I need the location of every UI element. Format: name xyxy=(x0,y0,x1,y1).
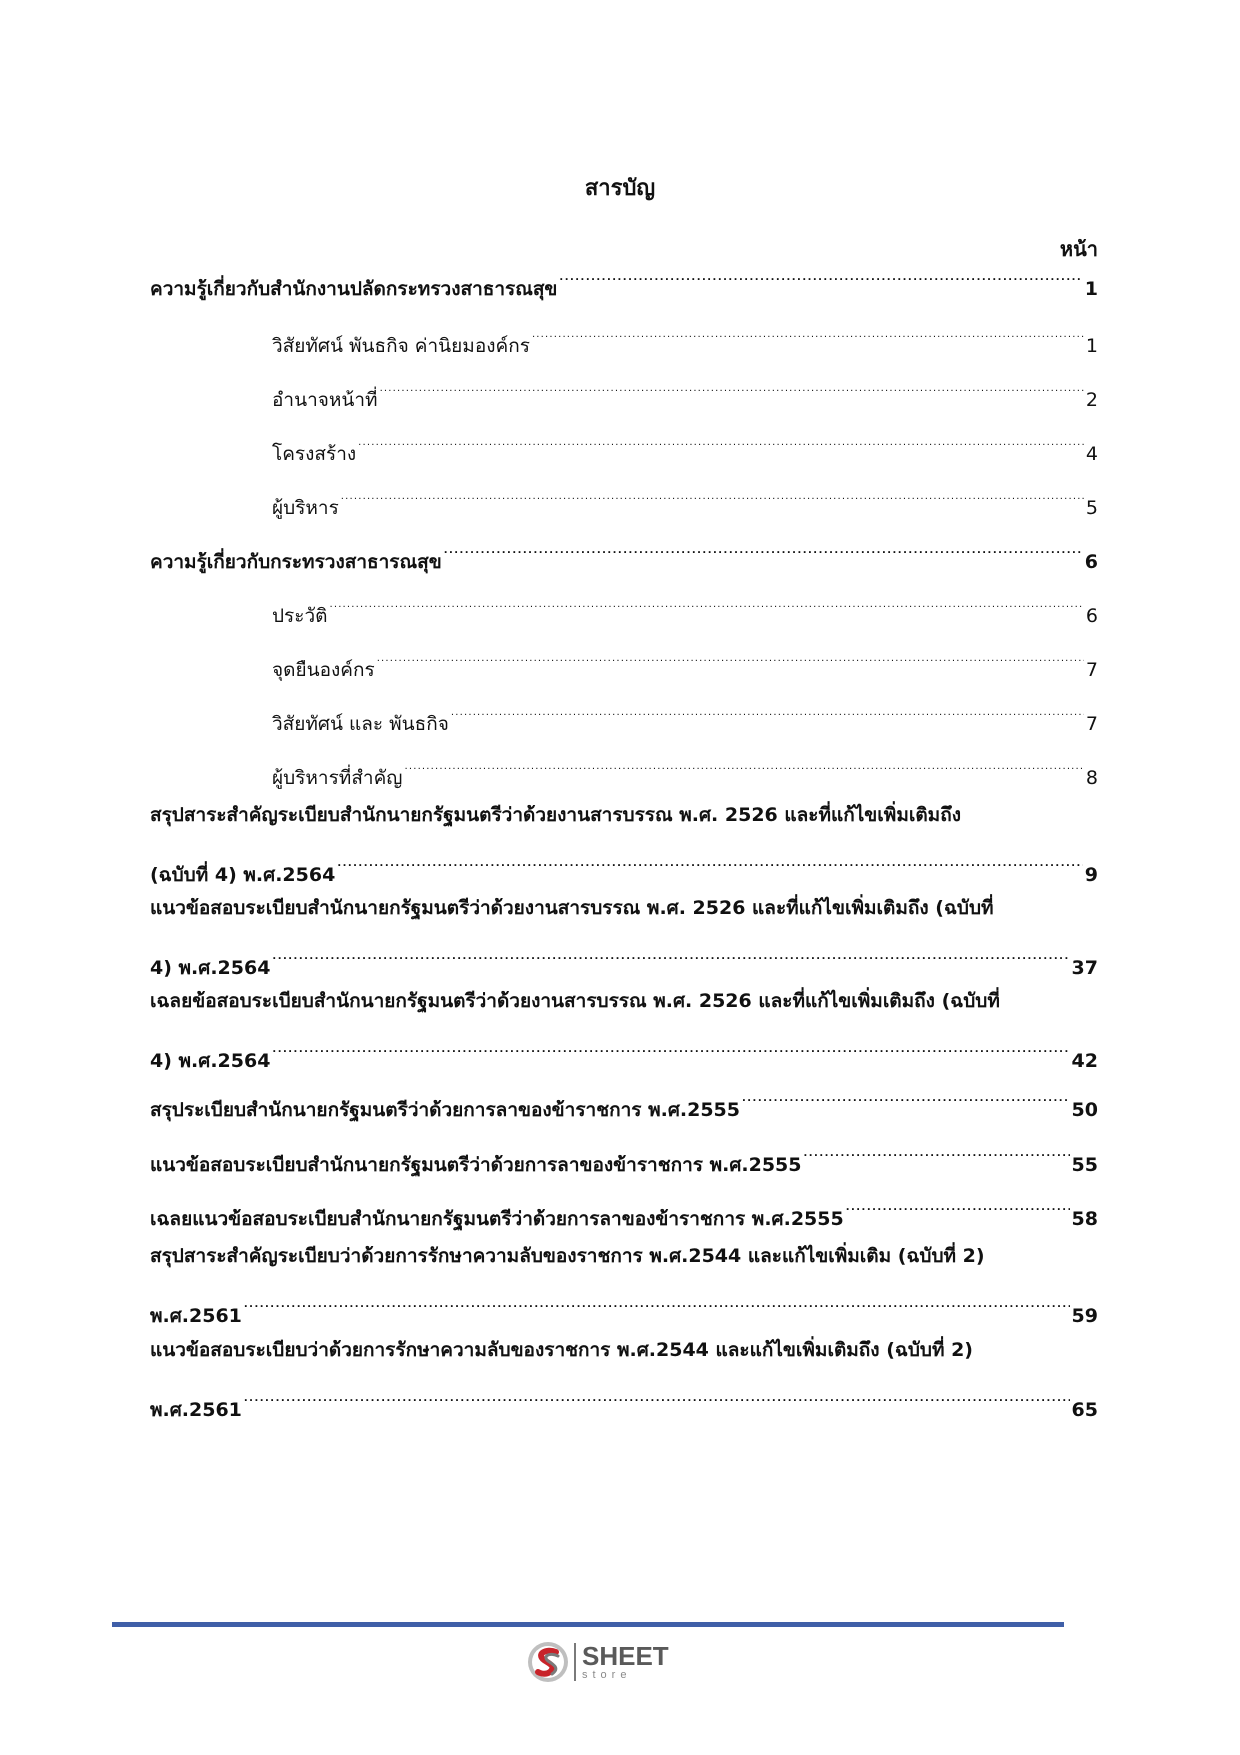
dot-leader xyxy=(329,578,1083,622)
toc-entry-title: โครงสร้าง xyxy=(272,443,357,465)
toc-page-number: 7 xyxy=(1085,713,1098,735)
dot-leader xyxy=(272,1023,1069,1067)
toc-entry[interactable] xyxy=(272,632,1098,681)
logo-subtitle: store xyxy=(582,1669,632,1681)
page-column-label: หน้า xyxy=(1059,237,1098,261)
toc-entry-title: สรุปสาระสำคัญระเบียบว่าด้วยการรักษาความลับของราชการ พ.ศ.2544 และแก้ไขเพิ่มเติม (ฉบับที่ 2) xyxy=(150,1245,985,1267)
toc-page-number: 1 xyxy=(1084,278,1098,300)
dot-leader xyxy=(444,524,1083,568)
dot-leader xyxy=(380,362,1084,406)
dot-leader xyxy=(846,1181,1070,1225)
toc-entry-title: วิสัยทัศน์ และ พันธกิจ xyxy=(272,713,449,735)
toc-entry[interactable] xyxy=(150,251,1098,300)
dot-leader xyxy=(244,1278,1070,1322)
toc-entry-title: อำนาจหน้าที่ xyxy=(272,389,378,411)
toc-entry-title: ผู้บริหารที่สำคัญ xyxy=(272,767,403,789)
toc-entry[interactable] xyxy=(272,308,1098,357)
dot-leader xyxy=(405,740,1084,784)
toc-entry[interactable] xyxy=(150,524,1098,573)
toc-entry[interactable] xyxy=(150,1072,1098,1121)
dot-leader xyxy=(532,308,1084,352)
toc-entry[interactable] xyxy=(150,979,1098,1072)
dot-leader xyxy=(804,1127,1070,1171)
toc-entry[interactable] xyxy=(150,1127,1098,1176)
toc-entry[interactable] xyxy=(150,793,1098,886)
toc-entry[interactable] xyxy=(272,362,1098,411)
toc-page-number: 9 xyxy=(1084,864,1098,886)
toc-entry-title: 4) พ.ศ.2564 xyxy=(150,957,271,979)
footer-divider xyxy=(112,1622,1064,1627)
toc-page-number: 1 xyxy=(1085,335,1098,357)
toc-page-number: 8 xyxy=(1085,767,1098,789)
toc-entry-title: แนวข้อสอบระเบียบสำนักนายกรัฐมนตรีว่าด้วยการลาของข้าราชการ พ.ศ.2555 xyxy=(150,1154,802,1176)
toc-entry-title: ประวัติ xyxy=(272,605,328,627)
toc-entry-title: พ.ศ.2561 xyxy=(150,1399,242,1421)
toc-entry[interactable] xyxy=(272,470,1098,519)
toc-page-number: 37 xyxy=(1071,957,1098,979)
toc-entry[interactable] xyxy=(150,1234,1098,1327)
dot-leader xyxy=(451,686,1084,730)
toc-entry[interactable] xyxy=(272,416,1098,465)
toc-entry-title: พ.ศ.2561 xyxy=(150,1305,242,1327)
toc-page-number: 50 xyxy=(1071,1099,1098,1121)
logo-separator xyxy=(574,1643,576,1681)
toc-entry[interactable] xyxy=(272,740,1098,789)
toc-entry-title: (ฉบับที่ 4) พ.ศ.2564 xyxy=(150,864,336,886)
dot-leader xyxy=(358,416,1084,460)
toc-entry[interactable] xyxy=(150,886,1098,979)
toc-page-number: 4 xyxy=(1085,443,1098,465)
toc-entry-title: 4) พ.ศ.2564 xyxy=(150,1050,271,1072)
toc-page-number: 2 xyxy=(1085,389,1098,411)
toc-entry-title: ความรู้เกี่ยวกับกระทรวงสาธารณสุข xyxy=(150,551,442,573)
toc-page-number: 7 xyxy=(1085,659,1098,681)
toc-entry[interactable] xyxy=(150,1328,1098,1421)
toc-entry-title: เฉลยข้อสอบระเบียบสำนักนายกรัฐมนตรีว่าด้วยงานสารบรรณ พ.ศ. 2526 และที่แก้ไขเพิ่มเติมถึง (ฉบับที่ xyxy=(150,990,1000,1012)
toc-entry-title: แนวข้อสอบระเบียบว่าด้วยการรักษาความลับของราชการ พ.ศ.2544 และแก้ไขเพิ่มเติมถึง (ฉบับที่ 2) xyxy=(150,1339,973,1361)
toc-entry-title: วิสัยทัศน์ พันธกิจ ค่านิยมองค์กร xyxy=(272,335,530,357)
dot-leader xyxy=(377,632,1084,676)
toc-page-number: 42 xyxy=(1071,1050,1098,1072)
toc-page-number: 6 xyxy=(1084,551,1098,573)
footer-logo xyxy=(526,1640,669,1684)
dot-leader xyxy=(272,930,1069,974)
toc-entry-title: เฉลยแนวข้อสอบระเบียบสำนักนายกรัฐมนตรีว่าด้วยการลาของข้าราชการ พ.ศ.2555 xyxy=(150,1208,844,1230)
dot-leader xyxy=(742,1072,1070,1116)
toc-page-number: 55 xyxy=(1071,1154,1098,1176)
toc-entry[interactable] xyxy=(272,578,1098,627)
dot-leader xyxy=(559,251,1082,295)
toc-page-number: 6 xyxy=(1085,605,1098,627)
toc-entry-title: สรุปสาระสำคัญระเบียบสำนักนายกรัฐมนตรีว่าด้วยงานสารบรรณ พ.ศ. 2526 และที่แก้ไขเพิ่มเติมถึง xyxy=(150,804,961,826)
sheet-store-logo-icon xyxy=(526,1640,570,1684)
toc-page-number: 65 xyxy=(1071,1399,1098,1421)
toc-entry-title: ความรู้เกี่ยวกับสำนักงานปลัดกระทรวงสาธารณสุข xyxy=(150,278,558,300)
page-title: สารบัญ xyxy=(584,176,656,201)
dot-leader xyxy=(244,1372,1070,1416)
toc-entry[interactable] xyxy=(272,686,1098,735)
dot-leader xyxy=(337,837,1082,881)
toc-entry-title: จุดยืนองค์กร xyxy=(272,659,375,681)
toc-entry-title: แนวข้อสอบระเบียบสำนักนายกรัฐมนตรีว่าด้วยงานสารบรรณ พ.ศ. 2526 และที่แก้ไขเพิ่มเติมถึง (ฉบับที่ xyxy=(150,897,994,919)
toc-page-number: 59 xyxy=(1071,1305,1098,1327)
toc-entry[interactable] xyxy=(150,1181,1098,1230)
toc-page-number: 5 xyxy=(1085,497,1098,519)
toc-entry-title: สรุประเบียบสำนักนายกรัฐมนตรีว่าด้วยการลาของข้าราชการ พ.ศ.2555 xyxy=(150,1099,740,1121)
toc-page-number: 58 xyxy=(1071,1208,1098,1230)
toc-entry-title: ผู้บริหาร xyxy=(272,497,339,519)
logo-name: SHEET xyxy=(582,1641,669,1671)
dot-leader xyxy=(341,470,1084,514)
